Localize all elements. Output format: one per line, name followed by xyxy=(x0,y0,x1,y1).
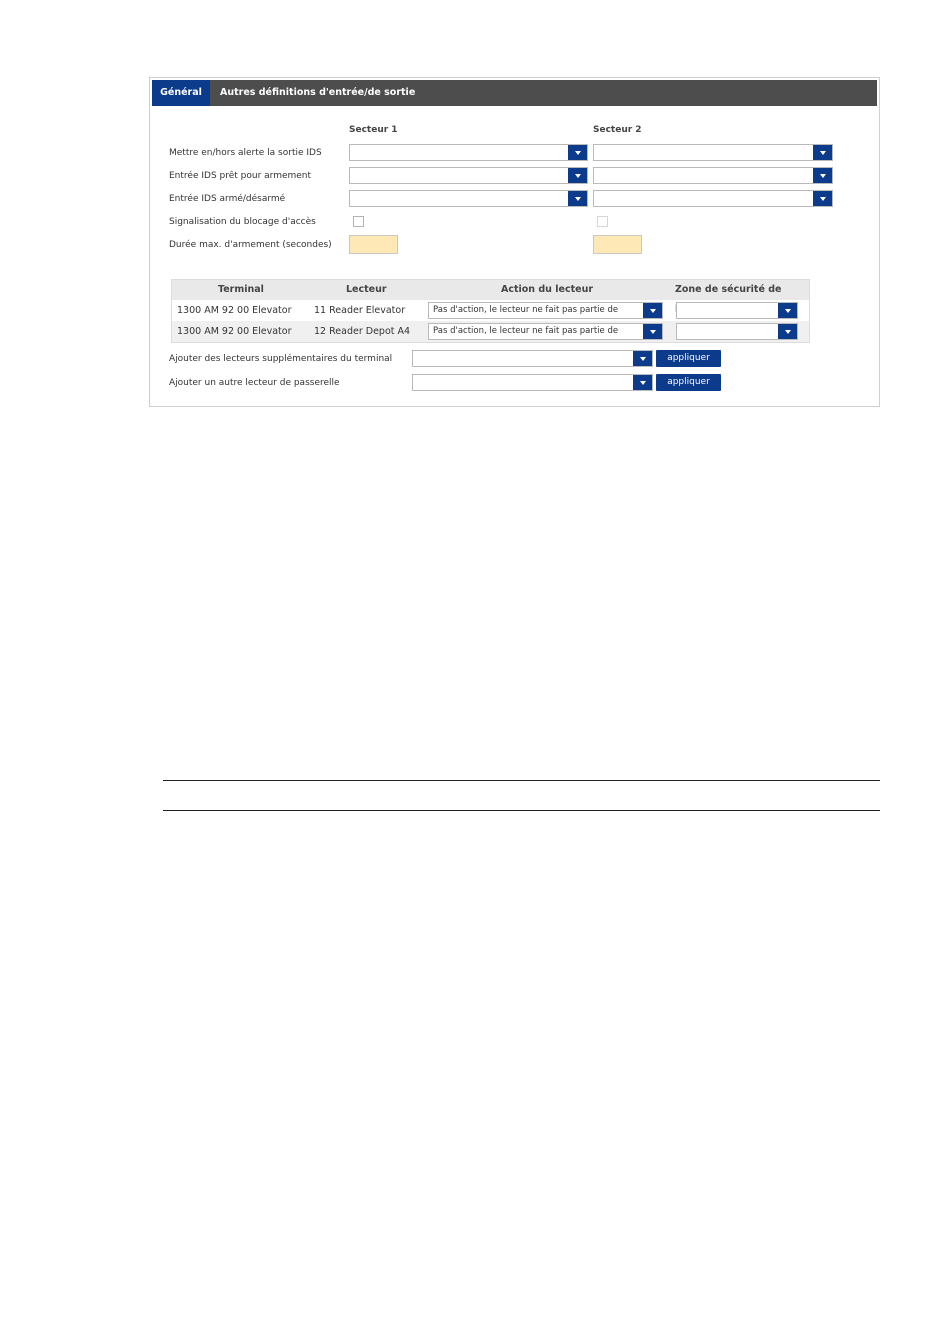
chevron-down-icon[interactable] xyxy=(633,374,652,391)
reader-table xyxy=(171,279,810,343)
tab-bar xyxy=(152,80,877,106)
label-ajouter-passerelle: Ajouter un autre lecteur de passerelle xyxy=(169,378,340,388)
chevron-down-icon[interactable] xyxy=(643,323,662,340)
select-value: Pas d'action, le lecteur ne fait pas partie de xyxy=(433,326,619,336)
chevron-down-icon[interactable] xyxy=(813,144,832,161)
chevron-down-icon[interactable] xyxy=(643,302,662,319)
chevron-down-icon[interactable] xyxy=(778,323,797,340)
select-action-row1[interactable] xyxy=(428,302,663,319)
cell-terminal: 1300 AM 92 00 Elevator xyxy=(177,326,292,337)
column-header-terminal: Terminal xyxy=(218,284,264,295)
chevron-down-icon[interactable] xyxy=(568,190,587,207)
divider-top xyxy=(163,780,880,781)
select-zone-row1[interactable] xyxy=(676,302,798,319)
column-header-action: Action du lecteur xyxy=(501,284,594,295)
select-ajouter-passerelle[interactable] xyxy=(412,374,653,391)
chevron-down-icon[interactable] xyxy=(778,302,797,319)
label-signalisation: Signalisation du blocage d'accès xyxy=(169,217,316,227)
label-entree-pret: Entrée IDS prêt pour armement xyxy=(169,171,312,181)
cell-lecteur: 11 Reader Elevator xyxy=(314,305,406,316)
cell-lecteur: 12 Reader Depot A4 xyxy=(314,326,411,337)
select-entree-pret-sector2[interactable] xyxy=(593,167,833,184)
chevron-down-icon[interactable] xyxy=(568,167,587,184)
select-ajouter-lecteurs[interactable] xyxy=(412,350,653,367)
checkbox-signalisation-sector1[interactable] xyxy=(353,216,364,227)
tab-general[interactable]: Général xyxy=(152,80,210,106)
input-duree-max-sector2[interactable] xyxy=(593,235,642,254)
column-header-zone: Zone de sécurité de xyxy=(675,284,782,295)
chevron-down-icon[interactable] xyxy=(633,350,652,367)
table-row xyxy=(172,321,809,342)
select-entree-arme-sector1[interactable] xyxy=(349,190,588,207)
checkbox-signalisation-sector2[interactable] xyxy=(597,216,608,227)
chevron-down-icon[interactable] xyxy=(813,167,832,184)
apply-button-passerelle[interactable]: appliquer xyxy=(656,374,721,391)
chevron-down-icon[interactable] xyxy=(568,144,587,161)
select-zone-row2[interactable] xyxy=(676,323,798,340)
select-entree-arme-sector2[interactable] xyxy=(593,190,833,207)
select-action-row2[interactable] xyxy=(428,323,663,340)
sector2-header: Secteur 2 xyxy=(593,125,642,135)
table-header xyxy=(172,280,809,300)
label-entree-arme: Entrée IDS armé/désarmé xyxy=(169,194,286,204)
chevron-down-icon[interactable] xyxy=(813,190,832,207)
label-ajouter-lecteurs: Ajouter des lecteurs supplémentaires du terminal xyxy=(169,354,393,364)
sector1-header: Secteur 1 xyxy=(349,125,398,135)
column-header-lecteur: Lecteur xyxy=(346,284,387,295)
select-mettre-alerte-sector1[interactable] xyxy=(349,144,588,161)
select-mettre-alerte-sector2[interactable] xyxy=(593,144,833,161)
select-entree-pret-sector1[interactable] xyxy=(349,167,588,184)
select-value: Pas d'action, le lecteur ne fait pas partie de xyxy=(433,305,619,315)
configuration-panel xyxy=(149,77,880,407)
divider-bottom xyxy=(163,810,880,811)
apply-button-lecteurs[interactable]: appliquer xyxy=(656,350,721,367)
input-duree-max-sector1[interactable] xyxy=(349,235,398,254)
label-duree-max: Durée max. d'armement (secondes) xyxy=(169,240,332,250)
label-mettre-alerte: Mettre en/hors alerte la sortie IDS xyxy=(169,148,322,158)
table-row xyxy=(172,300,809,321)
cell-terminal: 1300 AM 92 00 Elevator xyxy=(177,305,292,316)
tab-other-io-definitions[interactable]: Autres définitions d'entrée/de sortie xyxy=(220,87,416,98)
